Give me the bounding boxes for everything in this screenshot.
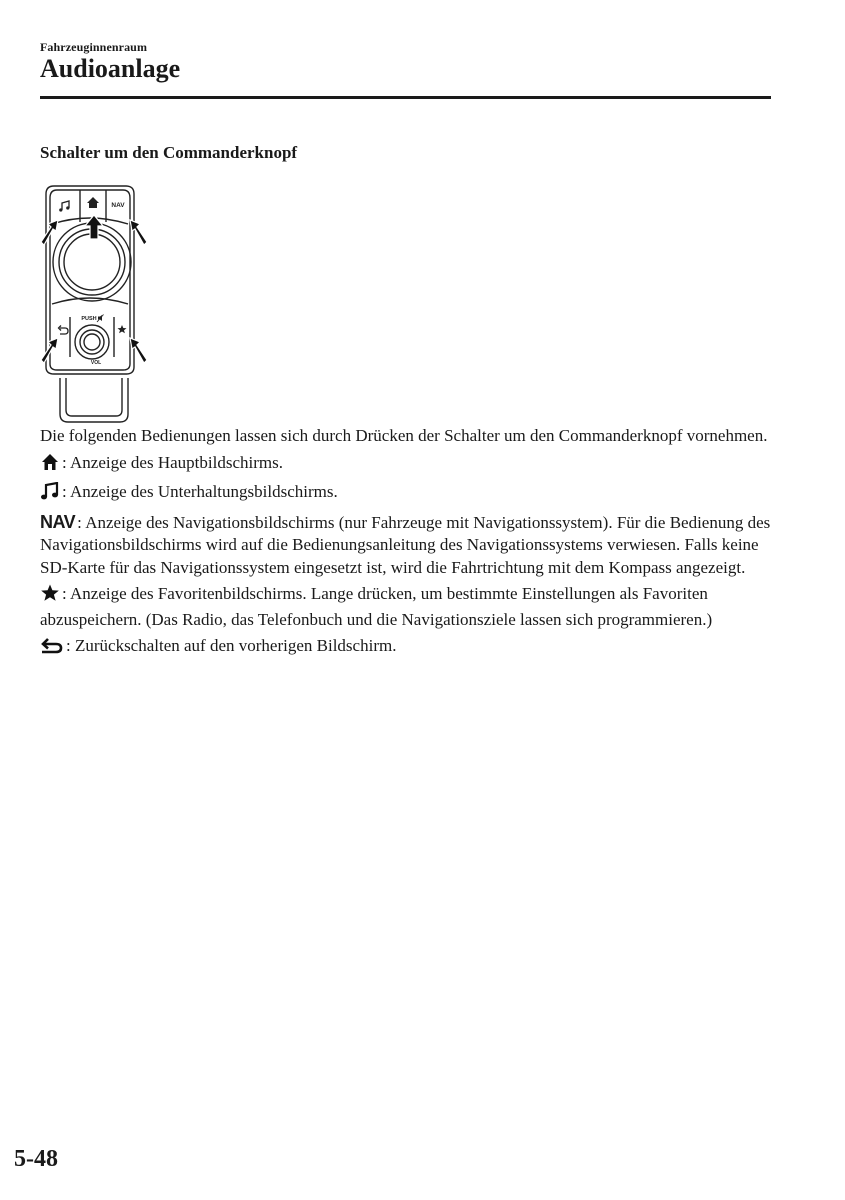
page-number: 5-48 — [14, 1146, 58, 1172]
mute-icon — [97, 315, 104, 323]
star-icon — [118, 325, 127, 333]
nav-icon: NAV — [40, 511, 76, 532]
star-description: : Anzeige des Favoritenbildschirms. Lange drücken, um bestimmte Einstellungen als Favoriten abzuspeichern. (Das Radio, das Telefonbuch und die Navigationsziele lassen sich programmieren.) — [40, 584, 713, 629]
push-label: PUSH — [81, 316, 97, 322]
back-icon — [59, 326, 69, 335]
back-description: : Zurückschalten auf den vorherigen Bildschirm. — [66, 636, 397, 655]
body-text — [40, 425, 780, 665]
arrow-star — [130, 338, 147, 363]
arrow-nav — [130, 220, 147, 245]
list-item-star — [40, 583, 780, 631]
music-icon — [40, 482, 60, 507]
intro-paragraph: Die folgenden Bedienungen lassen sich durch Drücken der Schalter um den Commanderknopf vornehmen. — [40, 426, 768, 445]
home-icon — [40, 453, 60, 478]
star-icon — [40, 584, 60, 609]
nav-label: NAV — [111, 202, 125, 209]
home-icon — [87, 197, 99, 208]
title-divider — [40, 96, 771, 99]
section-heading: Schalter um den Commanderknopf — [40, 143, 298, 162]
breadcrumb: Fahrzeuginnenraum — [40, 40, 148, 54]
list-item-nav — [40, 511, 780, 580]
nav-description: : Anzeige des Navigationsbildschirms (nur Fahrzeuge mit Navigationssystem). Für die Bedienung des Navigationsbildschirms wird auf die Bedienungsanleitung des Navigationssystems verwiesen. Falls keine SD-Karte für das Navigationssystem eingesetzt ist, wird die Fahrtrichtung mit dem Kompass angezeigt. — [40, 512, 771, 577]
home-description: : Anzeige des Hauptbildschirms. — [62, 452, 283, 472]
list-item-home — [40, 452, 780, 478]
vol-label: VOL — [90, 360, 102, 366]
music-icon — [59, 201, 69, 212]
page-title: Audioanlage — [40, 54, 181, 83]
list-item-music — [40, 481, 780, 507]
music-description: : Anzeige des Unterhaltungsbildschirms. — [62, 482, 338, 501]
commander-knob-illustration — [34, 182, 164, 427]
back-icon — [40, 636, 64, 661]
list-item-back — [40, 635, 780, 661]
